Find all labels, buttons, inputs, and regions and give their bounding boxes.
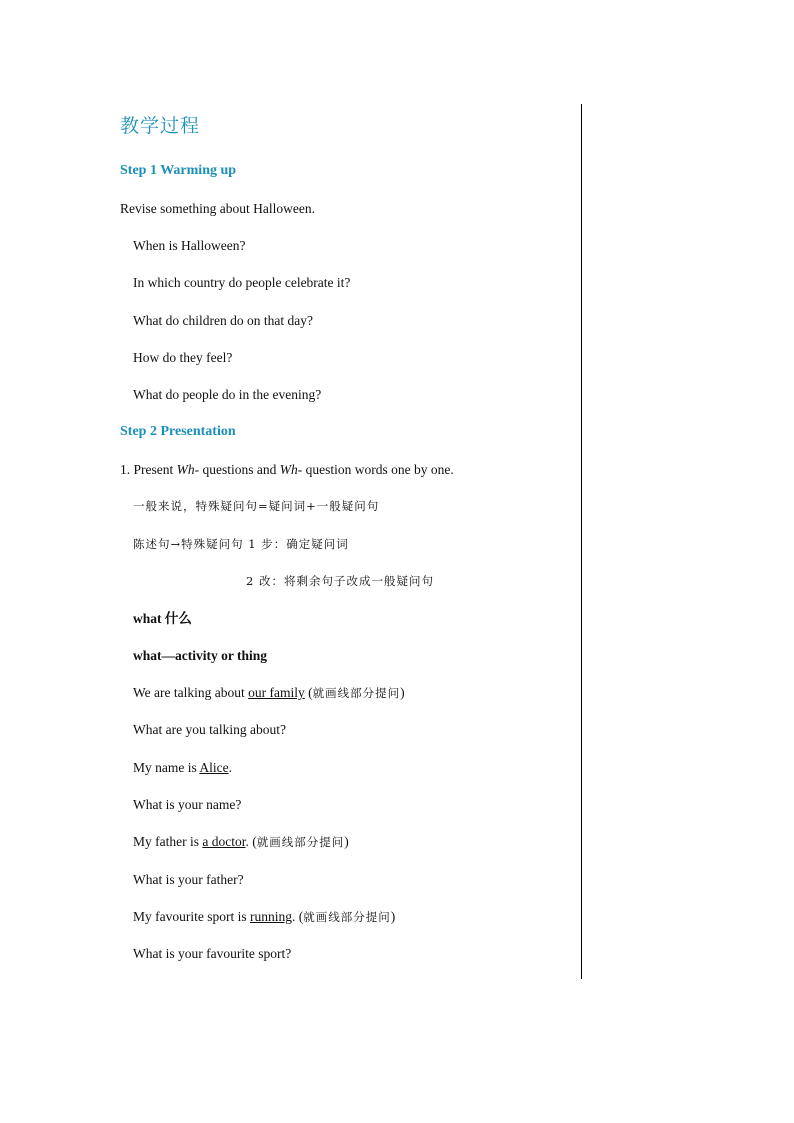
rule-3: 2 改：将剩余句子改成一般疑问句 (246, 574, 434, 588)
item1-part-b: Wh (176, 462, 195, 477)
question-2: In which country do people celebrate it? (133, 275, 351, 290)
ex1-end: ) (400, 685, 405, 700)
example-2 (133, 759, 232, 777)
item1-part-e: - question words one by one. (297, 462, 454, 477)
ex3-underlined: a doctor (202, 834, 246, 849)
rule-2: 陈述句→特殊疑问句 1 步：确定疑问词 (133, 537, 349, 551)
question-5: What do people do in the evening? (133, 387, 322, 402)
step1-heading: Step 1 Warming up (120, 163, 237, 178)
what-title: what 什么 (133, 611, 192, 626)
example-4 (133, 908, 395, 926)
ex4-post: . ( (292, 909, 304, 924)
example-3 (133, 833, 349, 851)
answer-3: What is your father? (133, 872, 244, 887)
ex1-underlined: our family (248, 685, 305, 700)
ex1-post: ( (304, 685, 313, 700)
ex1-hint: 就画线部分提问 (312, 686, 401, 700)
answer-2: What is your name? (133, 797, 242, 812)
ex2-pre: My name is (133, 760, 200, 775)
ex4-underlined: running (250, 909, 292, 924)
ex4-end: ) (390, 909, 396, 924)
ex2-post: . (228, 760, 232, 775)
question-4: How do they feel? (133, 350, 233, 365)
ex3-hint: 就画线部分提问 (256, 835, 345, 849)
answer-1: What are you talking about? (133, 722, 286, 737)
item1-part-c: - questions and (194, 462, 280, 477)
ex2-underlined: Alice (199, 760, 229, 775)
ex3-pre: My father is (133, 834, 203, 849)
step2-heading: Step 2 Presentation (120, 424, 236, 439)
item1-part-a: 1. Present (120, 462, 177, 477)
step2-item-1 (120, 461, 454, 479)
rule-1: 一般来说，特殊疑问句=疑问词+一般疑问句 (133, 499, 380, 513)
answer-4: What is your favourite sport? (133, 946, 292, 961)
step1-intro: Revise something about Halloween. (120, 201, 315, 216)
example-1 (133, 684, 405, 702)
ex4-hint: 就画线部分提问 (303, 910, 391, 924)
ex3-end: ) (344, 834, 349, 849)
what-subtitle: what—activity or thing (133, 648, 267, 663)
ex4-pre: My favourite sport is (133, 909, 250, 924)
question-1: When is Halloween? (133, 238, 246, 253)
ex1-pre: We are talking about (133, 685, 249, 700)
right-margin-rule (581, 104, 582, 979)
question-3: What do children do on that day? (133, 313, 313, 328)
page-title: 教学过程 (120, 115, 201, 137)
item1-part-d: Wh (279, 462, 298, 477)
ex3-post: . ( (245, 834, 257, 849)
